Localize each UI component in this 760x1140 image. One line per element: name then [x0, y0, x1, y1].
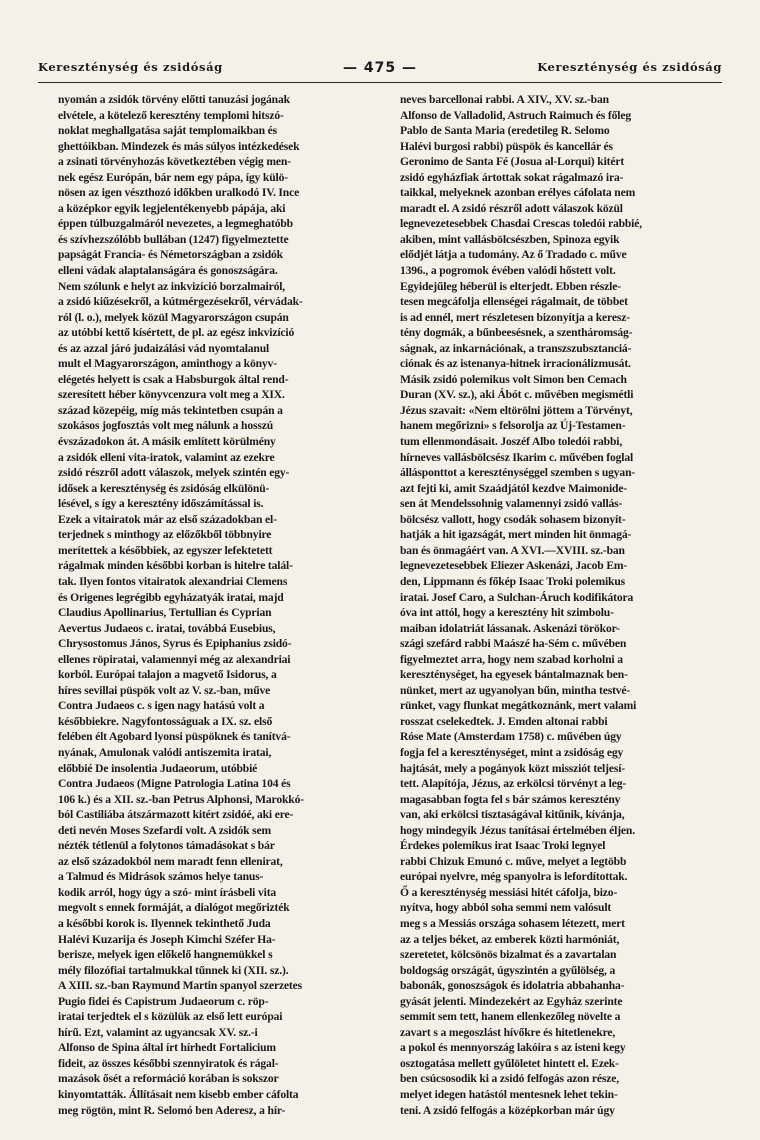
text-line: ról (l. o.), melyek közül Magyarországon csupán	[58, 310, 289, 324]
text-line: nünket, mert az ugyanolyan bűn, mintha testvé-	[400, 683, 631, 697]
text-line: Róse Mate (Amsterdam 1758) c. művében úgy	[400, 730, 622, 744]
text-line: elégetés helyett is csak a Habsburgok által rend-	[58, 372, 289, 386]
text-line: zsidó részről adott válaszok, melyek szintén egy-	[58, 466, 290, 480]
text-line: ellenes röpiratai, valamennyi még az alexandriai	[58, 652, 291, 666]
text-line: kereszténységet, ha egyesek bántalmaznak ben-	[400, 668, 628, 682]
text-line: teni. A zsidó felfogás a középkorban már úgy	[400, 1103, 615, 1117]
text-line: van, aki erkölcsi tisztaságával kitűnik, kívánja,	[400, 808, 625, 822]
text-line: és Origenes legrégibb egyházatyák iratai, majd	[58, 590, 284, 604]
text-line: Claudius Apollinarius, Tertullian és Cyprian	[58, 606, 272, 620]
text-line: Ezek a vitairatok már az első századokban el-	[58, 512, 277, 526]
text-line: tum ellenmondásait. Joszéf Albo toledói rabbi,	[400, 435, 623, 449]
text-line: Halévi burgosi rabbi) püspök és kancellár és	[400, 139, 613, 153]
text-line: rágalmak minden későbbi korban is hitelre talál-	[58, 559, 293, 573]
text-line: Contra Judaeos (Migne Patrologia Latina 104 és	[58, 777, 291, 791]
text-line: magasabban fogta fel s bár számos keresztény	[400, 792, 621, 806]
text-line: az utóbbi kettő kísértett, de pl. az egész inkvizíció	[58, 326, 295, 340]
text-line: A XIII. sz.-ban Raymund Martin spanyol szerzetes	[58, 979, 303, 993]
text-line: Nem szólunk e helyt az inkvizíció borzalmairól,	[58, 279, 286, 293]
text-line: tak. Ilyen fontos vitairatok alexandriai Clemens	[58, 574, 288, 588]
text-line: a pokol és mennyország lakóira s az isteni kegy	[400, 1041, 626, 1055]
text-line: lésével, s így a keresztény időszámítással is.	[58, 497, 264, 511]
text-line: és szívhezszólóbb bullában (1247) figyelmeztette	[58, 232, 289, 246]
text-line: maiban idolatriát lássanak. Askenázi törökor-	[400, 621, 620, 635]
text-line: kodik arról, hogy úgy a szó- mint írásbeli vita	[58, 885, 277, 899]
text-line: Alfonso de Valladolid, Astruch Raimuch és főleg	[400, 108, 631, 122]
text-line: meg rögtön, mint R. Selomó ben Aderesz, a hír-	[58, 1103, 286, 1117]
text-line: kinyomtatták. Állításait nem kisebb ember cáfolta	[58, 1088, 299, 1101]
text-line: mély filozófiai tartalmukkal tűnnek ki (XII. sz.).	[58, 963, 289, 977]
text-line: hanem megőrizni» s felsorolja az Új-Testamen-	[400, 419, 626, 433]
text-line: deti nevén Moses Szefardi volt. A zsidók sem	[58, 823, 272, 837]
text-line: híres sevillai püspök volt az V. sz.-ban, műve	[58, 683, 271, 697]
text-line: nézték tétlenül a folytonos támadásokat s bár	[58, 839, 275, 853]
text-line: nyítva, hogy abból soha semmi nem valósult	[400, 901, 612, 915]
text-line: elleni vádak alaptalanságára és gonoszságára.	[58, 264, 278, 278]
text-line: nösen az igen vészthozó időkben uralkodó IV. Ince	[58, 186, 300, 200]
text-line: 1396., a pogromok évében valódi hőstett volt.	[400, 264, 616, 278]
text-line: század közepéig, míg más tekintetben csupán a	[58, 403, 283, 417]
text-line: hajtását, mely a pogányok közt missziót teljesí-	[400, 761, 625, 775]
text-line: zsidó egyházfiak ártottak sokat rágalmazó ira-	[400, 170, 624, 184]
text-line: nek egész Európán, bár nem egy pápa, így külö-	[58, 170, 288, 184]
text-line: Contra Judaeos c. s igen nagy hatású volt a	[58, 699, 265, 713]
text-line: 106 k.) és a XII. sz.-ban Petrus Alphonsi, Marokkó-	[58, 792, 304, 806]
text-line: későbbiekre. Nagyfontosságuak a IX. sz. első	[58, 714, 273, 728]
text-line: Jézus szavait: «Nem eltörölni jöttem a Törvényt,	[400, 403, 633, 417]
text-line: hatják a hit igazságát, mert minden hit önmagá-	[400, 528, 632, 542]
text-line: a középkor egyik legjelentékenyebb pápája, aki	[58, 201, 286, 215]
text-line: iratai terjedtek el s közülük az első lett európai	[58, 1010, 283, 1024]
text-line: rabbi Chizuk Emunó c. műve, melyet a legtöbb	[400, 854, 627, 868]
text-line: fogja fel a kereszténységet, mint a zsidóság egy	[400, 745, 624, 759]
text-line: Halévi Kuzarija és Joseph Kimchi Széfer Ha-	[58, 932, 276, 946]
text-line: mult el Magyarországon, aminthogy a könyv-	[58, 357, 277, 371]
text-line: ghettóikban. Mindezek és más súlyos intézkedések	[58, 139, 300, 153]
text-line: bölcsész vallott, hogy csodák sohasem bizonyít-	[400, 512, 626, 526]
text-line: európai nyelvre, még spanyolra is lefordítottak.	[400, 870, 628, 884]
text-line: rünket, vagy flunkat megátkoznánk, mert valami	[400, 699, 637, 713]
text-line: elvétele, a kötelező keresztény templomi hitszó-	[58, 108, 284, 122]
text-line: a zsinati törvényhozás következtében végig men-	[58, 155, 291, 169]
text-line: taikkal, melyeknek azonban erélyes cáfolata nem	[400, 186, 636, 200]
text-line: berisze, melyek igen előkelő hangnemükkel s	[58, 948, 273, 962]
page-number: — 475 —	[343, 60, 417, 76]
text-line: Másik zsidó polemikus volt Simon ben Cemach	[400, 372, 627, 386]
text-line: neves barcellonai rabbi. A XIV., XV. sz.-ban	[400, 93, 609, 106]
text-line: hogy mindegyik Jézus tanításai értelmében éljen.	[400, 823, 635, 837]
text-line: a zsidó kiűzésekről, a kútmérgezésekről, vérvádak-	[58, 295, 303, 309]
text-line: Pugio fidei és Capistrum Judaeorum c. röp-	[58, 994, 269, 1008]
text-line: évszázadokon át. A másik említett körülmény	[58, 435, 276, 449]
text-line: a Talmud és Midrások számos helye tanus-	[58, 870, 264, 884]
text-line: idősek a kereszténység és zsidóság elkülönü-	[58, 481, 270, 495]
left-text-column	[58, 92, 380, 1118]
text-line: rosszat cselekedtek. J. Emden altonai rabbi	[400, 714, 608, 728]
text-line: nyomán a zsidók törvény előtti tanuzási jogának	[58, 93, 290, 106]
text-line: szeresített héber könyvcenzura volt meg a XIX.	[58, 388, 285, 402]
running-title-right: Kereszténység és zsidóság	[537, 60, 722, 74]
text-line: figyelmeztet arra, hogy nem szabad korholni a	[400, 652, 623, 666]
text-line: szeretetet, kölcsönös bizalmat és a zavartalan	[400, 948, 617, 962]
text-line: akiben, mint vallásbölcsészben, Spinoza egyik	[400, 232, 620, 246]
text-line: a zsidók elleni vita-iratok, valamint az ezekre	[58, 450, 275, 464]
text-line: Pablo de Santa Maria (eredetileg R. Selomo	[400, 124, 610, 138]
header-rule	[38, 82, 722, 83]
text-line: állásponttot a kereszténységgel szemben s ugyan-	[400, 466, 636, 480]
text-line: korból. Európai talajon a magvető Isidorus, a	[58, 668, 277, 682]
running-header	[38, 60, 722, 82]
text-line: a későbbi korok is. Ilyennek tekinthető Juda	[58, 916, 271, 930]
text-line: hírneves vallásbölcsész Ikarim c. művében foglal	[400, 450, 634, 464]
text-line: szokásos jogfosztás volt meg nálunk a hosszú	[58, 419, 273, 433]
text-line: terjednek s minthogy az előzőkből többnyire	[58, 528, 272, 542]
text-line: babonák, gonoszságok és idolatria abbahanha-	[400, 979, 625, 993]
text-line: iratai. Josef Caro, a Sulchan-Áruch kodifikátora	[400, 590, 634, 604]
text-line: hírű. Ezt, valamint az ugyancsak XV. sz.-i	[58, 1025, 258, 1039]
right-text-column	[400, 92, 722, 1118]
text-line: zavart s a megoszlást hívőkre és hitetlenekre,	[400, 1025, 616, 1039]
text-line: Geronimo de Santa Fé (Josua al-Lorqui) kitért	[400, 155, 625, 169]
text-line: óva int attól, hogy a keresztény hit szimbolu-	[400, 606, 614, 620]
text-line: Duran (XV. sz.), aki Ábót c. művében megismétli	[400, 388, 634, 402]
text-line: fideit, az összes későbbi szennyiratok és rágal-	[58, 1056, 279, 1070]
text-line: sen át Mendelssohnig valamennyi zsidó vallás-	[400, 497, 623, 511]
text-line: előbbié De insolentia Judaeorum, utóbbié	[58, 761, 258, 775]
text-line: ciónak és az istenanya-hitnek irracionálizmusát.	[400, 357, 631, 371]
text-line: is ad ennél, mert részletesen bizonyítja a keresz-	[400, 310, 630, 324]
text-line: Ő a kereszténység messiási hitét cáfolja, bizo-	[400, 885, 618, 899]
text-line: Alfonso de Spina által írt hírhedt Fortalicium	[58, 1041, 276, 1055]
text-line: mazások ősét a reformáció korában is sokszor	[58, 1072, 279, 1086]
text-line: szági szefárd rabbi Maászé ha-Sém c. művében	[400, 637, 627, 651]
text-line: boldogság országát, úgyszintén a gyűlölség, a	[400, 963, 616, 977]
text-line: nyának, Amulonak valódi antiszemita iratai,	[58, 745, 272, 759]
text-line: den, Lippmann és főkép Isaac Troki polemikus	[400, 574, 626, 588]
text-line: Érdekes polemikus irat Isaac Troki legnyel	[400, 839, 606, 853]
text-line: semmit sem tett, hanem ellenkezőleg növelte a	[400, 1010, 621, 1024]
text-line: maradt el. A zsidó részről adott válaszok közül	[400, 201, 623, 215]
text-line: Egyidejűleg héberül is elterjedt. Ebben részle-	[400, 279, 621, 293]
text-line: tény dogmák, a bűnbeesésnek, a szentháromság-	[400, 326, 633, 340]
text-line: meg s a Messiás országa sohasem létezett, mert	[400, 916, 625, 930]
text-line: és az azzal járó judaizálási vád nyomtalanul	[58, 341, 270, 355]
text-line: ból Castiliába átszármazott kitért zsidóé, aki ere-	[58, 808, 294, 822]
text-line: legnevezetesebbek Chasdai Crescas toledói rabbié,	[400, 217, 643, 231]
text-line: felében élt Agobard lyonsi püspöknek és tanítvá-	[58, 730, 291, 744]
text-line: merítettek a későbbiek, az egyszer lefektetett	[58, 543, 273, 557]
text-line: ban és önmagáért van. A XVI.—XVIII. sz.-ban	[400, 543, 625, 557]
text-line: tesen megcáfolja ellenségei rágalmait, de többet	[400, 295, 628, 309]
text-line: megvolt s ennek formáját, a dialógot megőrizték	[58, 901, 290, 915]
text-line: az a teljes béket, az emberek közti harmóniát,	[400, 932, 620, 946]
text-line: papságát Francia- és Németországban a zsidók	[58, 248, 283, 262]
text-line: éppen túlbuzgalmáról nevezetes, a legmeghatóbb	[58, 217, 293, 231]
text-line: gyását jelenti. Mindezekért az Egyház szerinte	[400, 994, 623, 1008]
text-line: legnevezetesebbek Eliezer Askenázi, Jacob Em-	[400, 559, 628, 573]
text-line: noklat meghallgatása saját templomaikban és	[58, 124, 277, 138]
text-line: osztogatása mellett gyűlöletet hintett el. Ezek-	[400, 1056, 619, 1070]
text-line: Aevertus Judaeos c. iratai, továbbá Eusebius,	[58, 621, 276, 635]
text-line: melyet idegen hatástól mentesnek lehet tekin-	[400, 1088, 618, 1101]
text-line: tett. Alapítója, Jézus, az erkölcsi törvényt a leg-	[400, 777, 627, 791]
text-line: elődjét látja a tudomány. Az ő Tradado c. műve	[400, 248, 627, 262]
text-line: ságnak, az inkarnációnak, a transzszubsztanciá-	[400, 341, 632, 355]
text-line: azt fejti ki, amit Szaádjától kezdve Maimonide-	[400, 481, 628, 495]
text-line: ben csúcsosodik ki a zsidó felfogás azon része,	[400, 1072, 620, 1086]
text-line: az első századokból nem maradt fenn ellenirat,	[58, 854, 283, 868]
text-line: Chrysostomus János, Syrus és Epiphanius zsidó-	[58, 637, 292, 651]
running-title-left: Kereszténység és zsidóság	[38, 60, 223, 74]
